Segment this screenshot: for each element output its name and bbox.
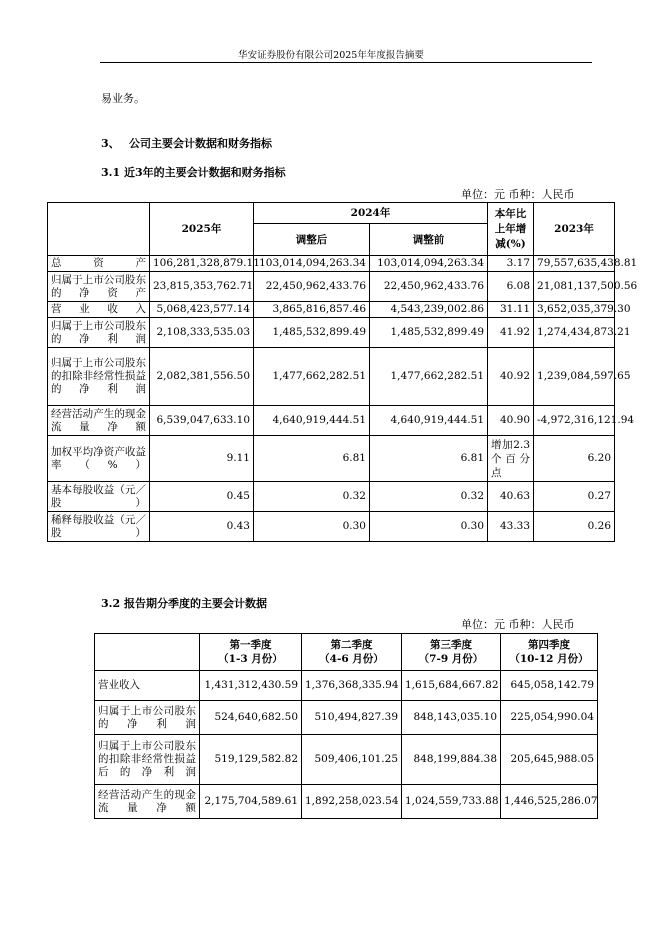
- cell-q3: 1,024,559,733.88: [402, 785, 501, 819]
- row-label: 归属于上市公司股东的扣除非经常性损益的净利润: [48, 348, 150, 406]
- cell-2024-after: 0.32: [254, 482, 370, 512]
- row-label: 归属于上市公司股东的净利润: [48, 318, 150, 348]
- cell-change: 40.92: [488, 348, 534, 406]
- cell-2024-before: 0.30: [370, 512, 488, 542]
- table-row: [95, 735, 598, 785]
- row-label: 经营活动产生的现金流量净额: [95, 785, 200, 819]
- cell-2025: 106,281,328,879.11: [150, 256, 254, 272]
- row-label: 营业收入: [48, 302, 150, 318]
- continued-text: 易业务。: [101, 92, 145, 105]
- table2-header-blank: [95, 634, 200, 671]
- table-row: [48, 482, 615, 512]
- table-row: [48, 302, 615, 318]
- cell-2025: 2,082,381,556.50: [150, 348, 254, 406]
- table-row: [48, 256, 615, 272]
- table1-header-blank: [48, 203, 150, 256]
- table1-header-2023: 2023年: [534, 203, 615, 256]
- section-number: 3、: [101, 137, 120, 150]
- table1-header-2024: 2024年: [254, 203, 488, 224]
- subsection-3-2-title: 3.2 报告期分季度的主要会计数据: [101, 597, 267, 610]
- q4-name: 第四季度: [528, 639, 570, 651]
- cell-q2: 1,892,258,023.54: [302, 785, 402, 819]
- table1-header-adjusted-after: 调整后: [254, 224, 370, 256]
- cell-2024-after: 0.30: [254, 512, 370, 542]
- cell-q4: 205,645,988.05: [501, 735, 598, 785]
- cell-q2: 510,494,827.39: [302, 701, 402, 735]
- cell-q4: 1,446,525,286.07: [501, 785, 598, 819]
- cell-2025: 0.45: [150, 482, 254, 512]
- cell-2023: 6.20: [534, 436, 615, 482]
- cell-change: 41.92: [488, 318, 534, 348]
- cell-2025: 2,108,333,535.03: [150, 318, 254, 348]
- q1-name: 第一季度: [229, 639, 272, 651]
- row-label: 经营活动产生的现金流量净额: [48, 406, 150, 436]
- cell-2023: 3,652,035,379.30: [534, 302, 615, 318]
- row-label: 稀释每股收益（元／股）: [48, 512, 150, 542]
- row-label: 归属于上市公司股东的净利润: [95, 701, 200, 735]
- q2-name: 第二季度: [330, 639, 373, 651]
- cell-q1: 524,640,682.50: [200, 701, 302, 735]
- table-row: [48, 318, 615, 348]
- cell-q1: 2,175,704,589.61: [200, 785, 302, 819]
- cell-q2: 1,376,368,335.94: [302, 671, 402, 701]
- table-row: [95, 701, 598, 735]
- cell-change: 31.11: [488, 302, 534, 318]
- cell-2024-before: 0.32: [370, 482, 488, 512]
- table2-unit-note: 单位：元 币种：人民币: [461, 618, 575, 631]
- cell-2024-before: 1,485,532,899.49: [370, 318, 488, 348]
- cell-q1: 1,431,312,430.59: [200, 671, 302, 701]
- cell-2024-after: 6.81: [254, 436, 370, 482]
- cell-q3: 848,143,035.10: [402, 701, 501, 735]
- row-label: 总资产: [48, 256, 150, 272]
- cell-q3: 848,199,884.38: [402, 735, 501, 785]
- cell-2025: 23,815,353,762.71: [150, 272, 254, 302]
- cell-q4: 645,058,142.79: [501, 671, 598, 701]
- table-row: [48, 436, 615, 482]
- cell-2023: -4,972,316,121.94: [534, 406, 615, 436]
- table-row: [48, 272, 615, 302]
- cell-2025: 0.43: [150, 512, 254, 542]
- cell-q2: 509,406,101.25: [302, 735, 402, 785]
- cell-2023: 0.26: [534, 512, 615, 542]
- table1-header-2025: 2025年: [150, 203, 254, 256]
- cell-q3: 1,615,684,667.82: [402, 671, 501, 701]
- cell-change: 40.90: [488, 406, 534, 436]
- cell-2024-before: 4,543,239,002.86: [370, 302, 488, 318]
- cell-2025: 6,539,047,633.10: [150, 406, 254, 436]
- cell-2024-after: 4,640,919,444.51: [254, 406, 370, 436]
- row-label: 归属于上市公司股东的扣除非经常性损益后的净利润: [95, 735, 200, 785]
- cell-q4: 225,054,990.04: [501, 701, 598, 735]
- table-row: [48, 512, 615, 542]
- table2-header-q2: [302, 634, 402, 671]
- cell-2024-before: 1,477,662,282.51: [370, 348, 488, 406]
- cell-2023: 21,081,137,500.56: [534, 272, 615, 302]
- table1-header-change: 本年比上年增减(%): [488, 203, 534, 256]
- cell-2024-after: 1,485,532,899.49: [254, 318, 370, 348]
- cell-2024-before: 4,640,919,444.51: [370, 406, 488, 436]
- q3-range: （7-9 月份）: [418, 653, 484, 665]
- table2-header-q3: [402, 634, 501, 671]
- cell-change: 40.63: [488, 482, 534, 512]
- cell-2024-before: 22,450,962,433.76: [370, 272, 488, 302]
- cell-change: 43.33: [488, 512, 534, 542]
- cell-q1: 519,129,582.82: [200, 735, 302, 785]
- table1-unit-note: 单位：元 币种：人民币: [461, 188, 575, 201]
- page-header: 华安证券股份有限公司2025年年度报告摘要: [238, 50, 424, 61]
- cell-2023: 1,239,084,597.65: [534, 348, 615, 406]
- cell-2024-after: 22,450,962,433.76: [254, 272, 370, 302]
- cell-2024-after: 103,014,094,263.34: [254, 256, 370, 272]
- cell-change: 3.17: [488, 256, 534, 272]
- table-row: [48, 348, 615, 406]
- table1-header-adjusted-before: 调整前: [370, 224, 488, 256]
- cell-2023: 79,557,635,438.81: [534, 256, 615, 272]
- cell-2024-before: 6.81: [370, 436, 488, 482]
- cell-2025: 5,068,423,577.14: [150, 302, 254, 318]
- cell-2025: 9.11: [150, 436, 254, 482]
- table2-header-q1: [200, 634, 302, 671]
- cell-2023: 0.27: [534, 482, 615, 512]
- financial-indicators-table: [47, 202, 638, 542]
- cell-2024-after: 3,865,816,857.46: [254, 302, 370, 318]
- q1-range: （1-3 月份）: [218, 653, 283, 665]
- quarterly-data-table: [94, 633, 598, 819]
- cell-change: 6.08: [488, 272, 534, 302]
- row-label: 归属于上市公司股东的净资产: [48, 272, 150, 302]
- table2-header-q4: [501, 634, 598, 671]
- q4-range: （10-12 月份）: [509, 653, 589, 665]
- cell-change: 增加2.3个百分点: [488, 436, 534, 482]
- header-divider: [100, 62, 592, 63]
- table-row: [48, 406, 615, 436]
- table-row: [95, 785, 598, 819]
- row-label: 营业收入: [95, 671, 200, 701]
- cell-2023: 1,274,434,873.21: [534, 318, 615, 348]
- row-label: 加权平均净资产收益率（%）: [48, 436, 150, 482]
- q2-range: （4-6 月份）: [319, 653, 384, 665]
- cell-2024-before: 103,014,094,263.34: [370, 256, 488, 272]
- row-label: 基本每股收益（元／股）: [48, 482, 150, 512]
- section-title: 公司主要会计数据和财务指标: [129, 137, 272, 150]
- cell-2024-after: 1,477,662,282.51: [254, 348, 370, 406]
- subsection-3-1-title: 3.1 近3年的主要会计数据和财务指标: [101, 166, 286, 179]
- q3-name: 第三季度: [430, 639, 472, 651]
- section-heading: [101, 135, 272, 151]
- table-row: [95, 671, 598, 701]
